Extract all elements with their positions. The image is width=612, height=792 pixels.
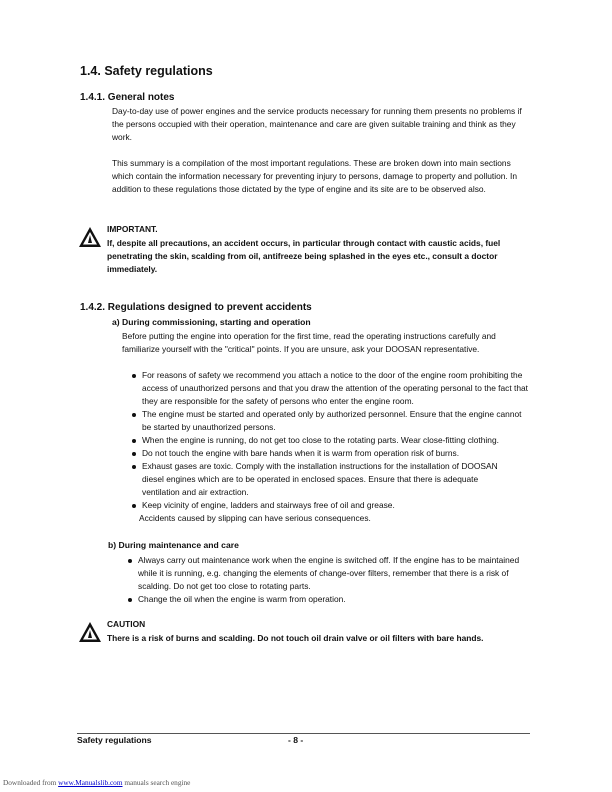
list-item: [128, 593, 523, 606]
bullet-list-maintenance: [128, 554, 523, 606]
download-notice: [3, 778, 190, 787]
section-heading-accidents: 1.4.2. Regulations designed to prevent accidents: [80, 302, 312, 313]
footer-section: Safety regulations: [77, 735, 152, 745]
download-prefix: Downloaded from: [3, 778, 57, 787]
page-number: - 8 -: [288, 735, 304, 745]
list-item: [128, 554, 523, 593]
subsection-heading-maintenance: b) During maintenance and care: [108, 540, 239, 550]
bullet-icon: [132, 439, 136, 443]
list-item: [132, 447, 534, 460]
section-heading-general-notes: 1.4.1. General notes: [80, 92, 175, 103]
list-item-text: Keep vicinity of engine, ladders and stairways free of oil and grease.: [142, 500, 395, 510]
bullet-icon: [132, 465, 136, 469]
bullet-list-operation: [132, 369, 534, 512]
warning-triangle-icon: [78, 621, 102, 643]
list-item: [132, 499, 534, 512]
paragraph: Before putting the engine into operation for the first time, read the operating instructions carefully and familiarize yourself with the "critical" points. If you are unsure, ask your DOOSAN representative.: [122, 331, 496, 354]
list-item: [132, 434, 534, 447]
list-item-text: Always carry out maintenance work when the engine is switched off. If the engine has to be maintained while it is running, e.g. changing the elements of change-over filters, remember that there is a risk of scalding. Do not get too close to rotating parts.: [138, 555, 520, 591]
bullet-icon: [128, 598, 132, 602]
list-item-text: The engine must be started and operated only by authorized personnel. Ensure that the engine cannot be started by unauthorized persons.: [142, 409, 522, 432]
list-item: [132, 408, 534, 434]
caution-label: CAUTION: [107, 619, 146, 629]
paragraph: This summary is a compilation of the most important regulations. These are broken down into main sections which contain the information necessary for preventing injury to persons, damage to property and pollution. In addition to these regulations those dictated by the type of engine and its site are to be observed also.: [112, 158, 518, 194]
page-title: 1.4. Safety regulations: [80, 64, 213, 78]
caution-text: There is a risk of burns and scalding. Do not touch oil drain valve or oil filters with bare hands.: [107, 633, 484, 643]
important-text: If, despite all precautions, an accident occurs, in particular through contact with caustic acids, fuel penetrating the skin, scalding from oil, antifreeze being splashed in the eyes etc., consult a doctor immediately.: [107, 238, 501, 274]
list-note: Accidents caused by slipping can have serious consequences.: [139, 513, 371, 523]
list-item-text: For reasons of safety we recommend you attach a notice to the door of the engine room prohibiting the access of unauthorized persons and that you draw the attention of the operating personal to the fact that they are responsible for the safety of persons who enter the engine room.: [142, 370, 528, 406]
bullet-icon: [132, 452, 136, 456]
bullet-icon: [132, 413, 136, 417]
paragraph: Day-to-day use of power engines and the service products necessary for running them presents no problems if the persons occupied with their operation, maintenance and care are given suitable training and think as they work.: [112, 106, 522, 142]
list-item-text: When the engine is running, do not get too close to the rotating parts. Wear close-fitting clothing.: [142, 435, 499, 445]
footer-divider: [77, 733, 530, 734]
subsection-heading-operation: a) During commissioning, starting and operation: [112, 317, 311, 327]
list-item-text: Exhaust gases are toxic. Comply with the installation instructions for the installation of DOOSAN diesel engines which are to be operated in enclosed spaces. Ensure that there is adequate ventilation and air extraction.: [142, 461, 498, 497]
manualslib-link[interactable]: www.Manualslib.com: [58, 778, 123, 787]
list-item-text: Do not touch the engine with bare hands when it is warm from operation risk of burns.: [142, 448, 460, 458]
list-item-text: Change the oil when the engine is warm from operation.: [138, 594, 346, 604]
list-item: [132, 369, 534, 408]
important-label: IMPORTANT.: [107, 224, 158, 234]
bullet-icon: [128, 559, 132, 563]
bullet-icon: [132, 504, 136, 508]
download-suffix: manuals search engine: [124, 778, 191, 787]
warning-triangle-icon: [78, 226, 102, 248]
list-item: [132, 460, 534, 499]
bullet-icon: [132, 374, 136, 378]
